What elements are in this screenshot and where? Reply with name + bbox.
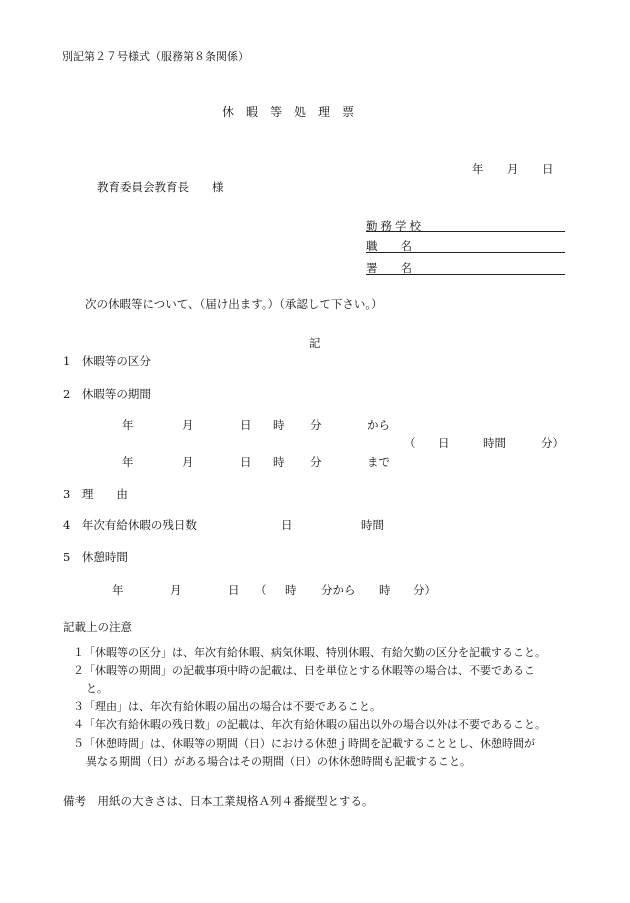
request-line: 次の休暇等について、（届け出ます。）（承認して下さい。）: [85, 297, 383, 311]
addressee: 教育委員会教育長 様: [97, 180, 224, 194]
duration-minute: 分）: [541, 436, 564, 450]
period-from-year: 年: [122, 418, 134, 432]
note-2: ２「休暇等の期間」の記載事項中時の記載は、日を単位とする休暇等の場合は、不要であるこ: [73, 664, 535, 677]
note-3: ３「理由」は、年次有給休暇の届出の場合は不要であること。: [73, 700, 381, 713]
break-year: 年: [112, 583, 124, 597]
ki-heading: 記: [309, 336, 321, 350]
school-label: 勤務学校: [366, 219, 424, 233]
notes-title: 記載上の注意: [63, 620, 132, 634]
break-close: 分）: [413, 583, 436, 597]
remaining-day: 日: [281, 518, 293, 532]
item-leave-period: 2 休暇等の期間: [63, 387, 151, 401]
note-5-cont: 異なる期間（日）がある場合はその期間（日）の休休憩時間も記載すること。: [86, 755, 471, 768]
page-title: 休 暇 等 処 理 票: [222, 105, 355, 119]
duration-open: （: [404, 436, 416, 450]
note-5: ５「休憩時間」は、休暇等の期間（日）における休憩ｊ時間を記載することとし、休憩時間が: [73, 737, 535, 750]
period-from-suffix: から: [367, 418, 390, 432]
item-leave-type: 1 休暇等の区分: [63, 354, 151, 368]
item-reason: 3 理 由: [63, 487, 128, 501]
break-day: 日: [228, 583, 240, 597]
period-to-month: 月: [182, 455, 194, 469]
form-number: 別記第２７号様式（服務第８条関係）: [62, 50, 249, 63]
period-to-hour: 時: [273, 455, 285, 469]
position-label: 職 名: [366, 239, 412, 253]
break-month: 月: [170, 583, 182, 597]
duration-hour: 時間: [483, 436, 506, 450]
name-label: 署 名: [366, 261, 412, 275]
item-remaining-days: 4 年次有給休暇の残日数: [63, 518, 197, 532]
duration-day: 日: [438, 436, 450, 450]
period-from-day: 日: [240, 418, 252, 432]
period-from-hour: 時: [273, 418, 285, 432]
period-from-minute: 分: [310, 418, 322, 432]
period-to-day: 日: [240, 455, 252, 469]
period-from-month: 月: [182, 418, 194, 432]
remaining-hour: 時間: [361, 518, 384, 532]
note-4: ４「年次有給休暇の残日数」の記載は、年次有給休暇の届出以外の場合以外は不要であること。: [73, 718, 546, 731]
date-year: 年: [472, 162, 484, 176]
item-break-time: 5 休憩時間: [63, 550, 128, 564]
break-hour-end: 時: [379, 583, 391, 597]
position-underline: [366, 252, 565, 253]
remark: 備考 用紙の大きさは、日本工業規格Ａ列４番縦型とする。: [63, 794, 374, 808]
name-underline: [366, 274, 565, 275]
note-2-cont: と。: [86, 682, 108, 695]
period-to-minute: 分: [310, 455, 322, 469]
school-underline: [366, 231, 565, 232]
break-from: 分から: [321, 583, 356, 597]
break-hour-start: 時: [285, 583, 297, 597]
note-1: １「休暇等の区分」は、年次有給休暇、病気休暇、特別休暇、有給欠勤の区分を記載すること。: [73, 646, 546, 659]
period-to-year: 年: [122, 455, 134, 469]
date-month: 月: [507, 162, 519, 176]
break-open: （: [255, 583, 267, 597]
date-day: 日: [542, 162, 554, 176]
period-to-suffix: まで: [367, 455, 390, 469]
